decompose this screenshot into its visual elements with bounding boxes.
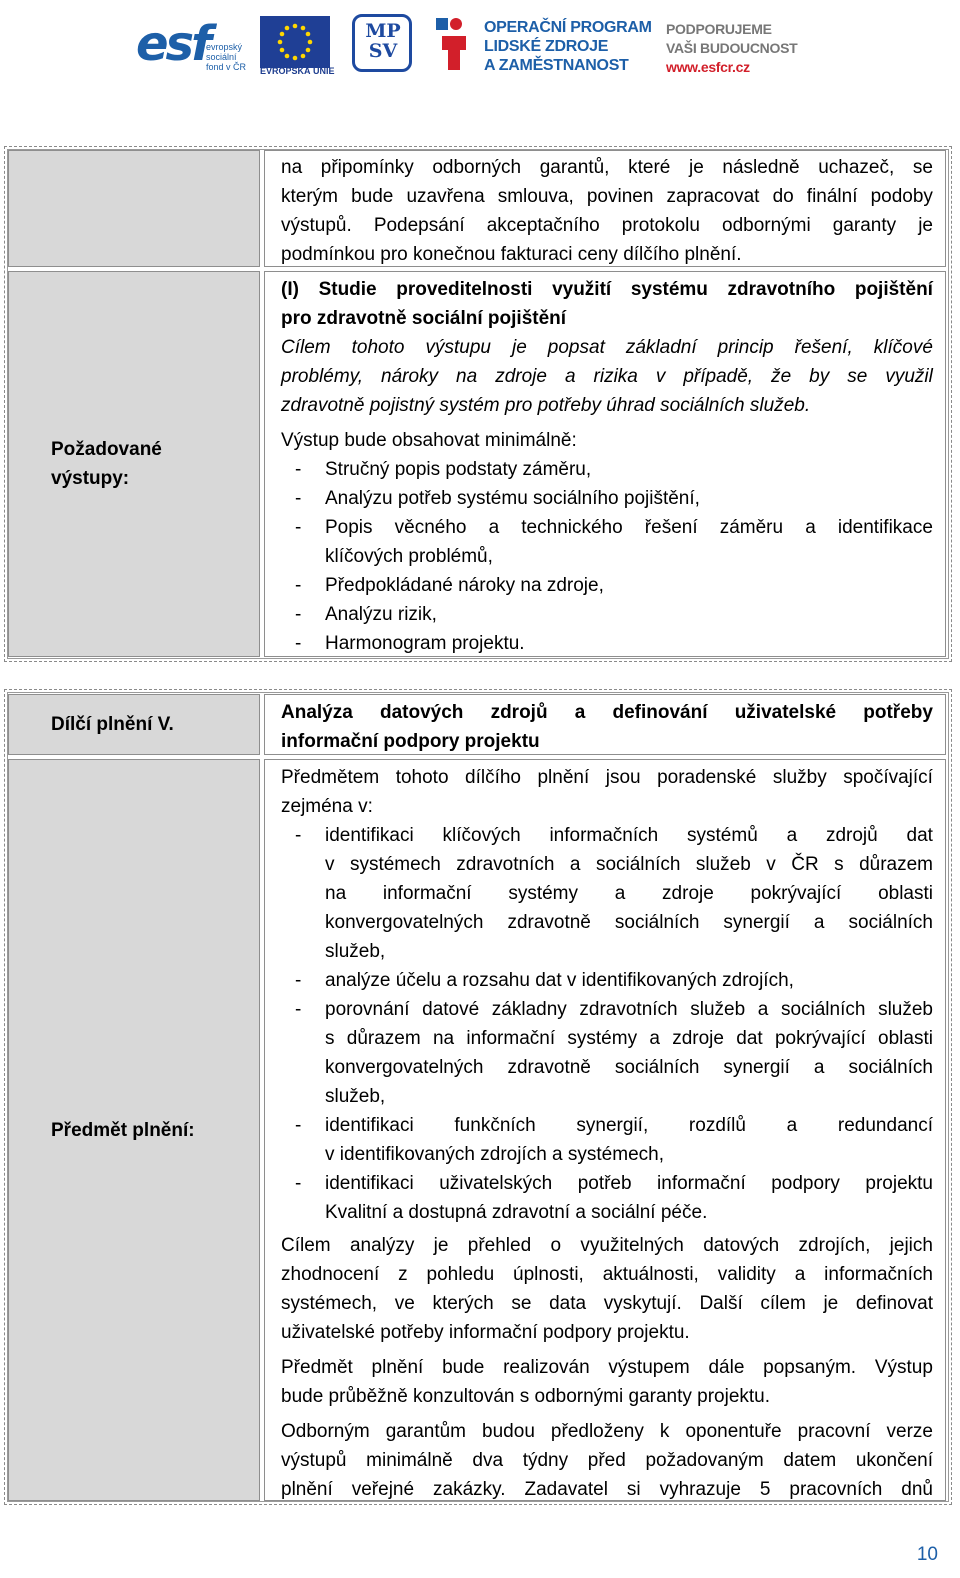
text-line: na připomínky odborných garantů, které je následně uchazeč, se bbox=[281, 157, 933, 178]
esf-caption-line: fond v ČR bbox=[206, 62, 247, 72]
list-dash: - bbox=[295, 604, 302, 625]
list-dash: - bbox=[295, 517, 302, 538]
esf-caption bbox=[206, 42, 246, 72]
subject-label: Předmět plnění: bbox=[51, 1119, 195, 1141]
realization-paragraph bbox=[281, 1353, 933, 1411]
study-goal bbox=[281, 333, 933, 420]
op-text-line: A ZAMĚSTNANOST bbox=[484, 57, 629, 74]
eu-flag-icon bbox=[260, 16, 330, 68]
subject-label-cell bbox=[8, 759, 260, 1501]
list-item-line: Popis věcného a technického řešení záměru a identifikace bbox=[325, 517, 933, 538]
list-item-line: konvergovatelných zdravotně sociálních synergií a sociálních bbox=[325, 1057, 933, 1078]
text-line: zejména v: bbox=[281, 796, 373, 817]
text-line: pro zdravotně sociální pojištění bbox=[281, 308, 567, 329]
support-text-line: VAŠI BUDOUCNOST bbox=[666, 40, 798, 56]
table1-continuation-paragraph bbox=[281, 153, 933, 269]
goal-paragraph bbox=[281, 1231, 933, 1347]
list-item-line: Harmonogram projektu. bbox=[325, 633, 525, 654]
list-item-line: služeb, bbox=[325, 941, 386, 962]
list-item-line: služeb, bbox=[325, 1086, 386, 1107]
text-line: problémy, nároky na zdroje a rizika v případě, že by se využil bbox=[281, 366, 933, 387]
support-text bbox=[666, 20, 797, 77]
text-line: zdravotně pojistný systém pro potřeby úhrad sociálních služeb. bbox=[281, 395, 811, 416]
text-line: Výstup bude obsahovat minimálně: bbox=[281, 430, 577, 451]
text-line: plnění veřejné zakázky. Zadavatel si vyhrazuje 5 pracovních dnů bbox=[281, 1479, 933, 1500]
op-text-line: OPERAČNÍ PROGRAM bbox=[484, 19, 652, 36]
text-line: systémech, ve kterých se data vyskytují. Další cílem je definovat bbox=[281, 1293, 933, 1314]
required-outputs-label-cell bbox=[8, 271, 260, 657]
list-dash: - bbox=[295, 633, 302, 654]
table1-row1-label-cell bbox=[8, 150, 260, 267]
list-item-line: analýze účelu a rozsahu dat v identifikovaných zdrojích, bbox=[325, 970, 794, 991]
text-line: informační podpory projektu bbox=[281, 731, 540, 752]
list-item-line: porovnání datové základny zdravotních služeb a sociálních služeb bbox=[325, 999, 933, 1020]
list-item-line: v systémech zdravotních a sociálních služeb v ČR s důrazem bbox=[325, 854, 933, 875]
text-line: bude průběžně konzultován s odbornými garanty projektu. bbox=[281, 1386, 771, 1407]
mpsv-logo bbox=[352, 14, 412, 72]
list-item-line: s důrazem na informační systémy a zdroje dat pokrývající oblasti bbox=[325, 1028, 933, 1049]
list-item-line: identifikaci funkčních synergií, rozdílů a redundancí bbox=[325, 1115, 933, 1136]
text-line: Odborným garantům budou předloženy k oponentuře pracovní verze bbox=[281, 1421, 933, 1442]
required-outputs-label: Požadované výstupy: bbox=[51, 439, 162, 489]
op-figure-icon bbox=[436, 14, 470, 76]
list-dash: - bbox=[295, 575, 302, 596]
list-item-line: Kvalitní a dostupná zdravotní a sociální péče. bbox=[325, 1202, 708, 1223]
support-url: www.esfcr.cz bbox=[666, 59, 750, 75]
part-label: Dílčí plnění V. bbox=[51, 714, 174, 735]
mpsv-logo-line: MP bbox=[365, 20, 401, 42]
list-item-line: Analýzu potřeb systému sociálního pojištění, bbox=[325, 488, 700, 509]
review-paragraph bbox=[281, 1417, 933, 1504]
list-item-line: Analýzu rizik, bbox=[325, 604, 437, 625]
list-item-line: Stručný popis podstaty záměru, bbox=[325, 459, 592, 480]
study-title bbox=[281, 275, 933, 333]
list-item-line: identifikaci klíčových informačních systémů a zdrojů dat bbox=[325, 825, 933, 846]
text-line: zhodnocení z pohledu úplnosti, aktuálnosti, validity a informačních bbox=[281, 1264, 933, 1285]
eu-caption: EVROPSKÁ UNIE bbox=[260, 66, 335, 76]
esf-caption-line: sociální bbox=[206, 52, 237, 62]
esf-caption-line: evropský bbox=[206, 42, 243, 52]
list-item-line: konvergovatelných zdravotně sociálních synergií a sociálních bbox=[325, 912, 933, 933]
support-text-line: PODPORUJEME bbox=[666, 21, 772, 37]
list-dash: - bbox=[295, 1173, 302, 1194]
list-dash: - bbox=[295, 488, 302, 509]
esf-logo bbox=[132, 16, 254, 78]
text-line: kterým bude uzavřena smlouva, povinen zapracovat do finální podoby bbox=[281, 186, 933, 207]
list-dash: - bbox=[295, 970, 302, 991]
header-logos bbox=[132, 14, 822, 80]
text-line: Předmětem tohoto dílčího plnění jsou poradenské služby spočívající bbox=[281, 767, 933, 788]
text-line: výstupů minimálně dva týdny před požadovaným datem ukončení bbox=[281, 1450, 933, 1471]
text-line: (I) Studie proveditelnosti využití systému zdravotního pojištění bbox=[281, 279, 933, 300]
list-item-line: v identifikovaných zdrojích a systémech, bbox=[325, 1144, 664, 1165]
subject-intro bbox=[281, 763, 933, 821]
text-line: Analýza datových zdrojů a definování uživatelské potřeby bbox=[281, 702, 933, 723]
text-line: Cílem tohoto výstupu je popsat základní princip řešení, klíčové bbox=[281, 337, 933, 358]
text-line: výstupů. Podepsání akceptačního protokolu odbornými garanty je bbox=[281, 215, 933, 236]
esf-logo-text: esf bbox=[136, 16, 210, 72]
text-line: Cílem analýzy je přehled o využitelných datových zdrojích, jejich bbox=[281, 1235, 933, 1256]
op-program-text bbox=[484, 18, 652, 75]
page-number: 10 bbox=[916, 1544, 938, 1565]
list-item-line: na informační systémy a zdroje pokrývající oblasti bbox=[325, 883, 933, 904]
output-intro bbox=[281, 426, 933, 455]
list-item-line: Předpokládané nároky na zdroje, bbox=[325, 575, 604, 596]
part-label-cell bbox=[8, 694, 260, 755]
part-title bbox=[281, 698, 933, 756]
list-dash: - bbox=[295, 825, 302, 846]
text-line: podmínkou pro konečnou fakturaci ceny dílčího plnění. bbox=[281, 244, 742, 265]
text-line: Předmět plnění bude realizován výstupem dále popsaným. Výstup bbox=[281, 1357, 933, 1378]
list-item-line: klíčových problémů, bbox=[325, 546, 493, 567]
list-dash: - bbox=[295, 999, 302, 1020]
mpsv-logo-line: SV bbox=[368, 40, 398, 62]
text-line: uživatelské potřeby informační podpory projektu. bbox=[281, 1322, 690, 1343]
list-dash: - bbox=[295, 1115, 302, 1136]
list-dash: - bbox=[295, 459, 302, 480]
list-item-line: identifikaci uživatelských potřeb informační podpory projektu bbox=[325, 1173, 933, 1194]
op-text-line: LIDSKÉ ZDROJE bbox=[484, 38, 609, 55]
